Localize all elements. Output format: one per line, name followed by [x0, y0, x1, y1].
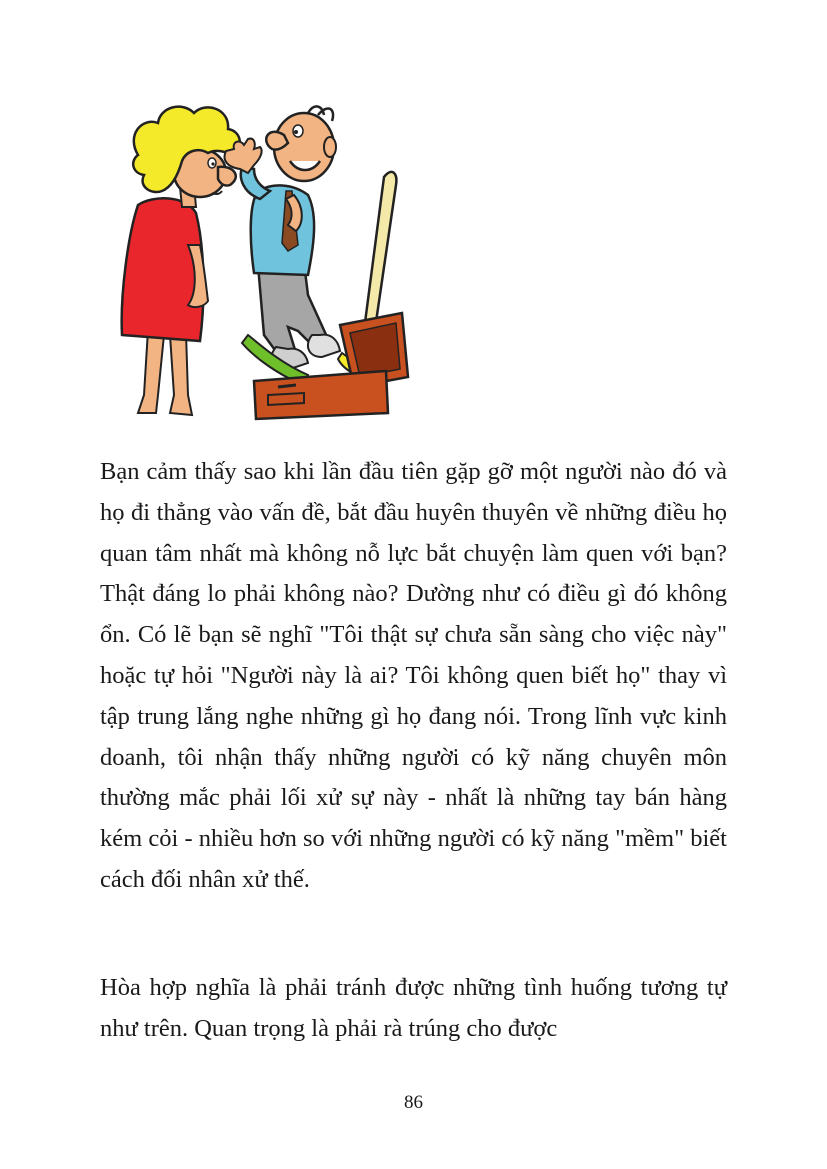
body-paragraph-2 — [100, 968, 727, 1050]
cartoon-illustration — [108, 95, 428, 425]
paragraph-text: Bạn cảm thấy sao khi lần đầu tiên gặp gỡ một người nào đó và họ đi thẳng vào vấn đề, bắt đầu huyên thuyên về những điều họ quan tâm nhất mà không nỗ lực bắt chuyện làm quen với bạn? Thật đáng lo phải không nào? Dường như có điều gì đó không ổn. Có lẽ bạn sẽ nghĩ "Tôi thật sự chưa sẵn sàng cho việc này" hoặc tự hỏi "Người này là ai? Tôi không quen biết họ" thay vì tập trung lắng nghe những gì họ đang nói. Trong lĩnh vực kinh doanh, tôi nhận thấy những người có kỹ năng chuyên môn thường mắc phải lối xử sự này - nhất là những tay bán hàng kém cỏi - nhiều hơn so với những người có kỹ năng "mềm" biết cách đối nhân xử thế. — [100, 458, 727, 893]
body-paragraph-1 — [100, 452, 727, 901]
paragraph-text: Hòa hợp nghĩa là phải tránh được những tình huống tương tự như trên. Quan trọng là phải rà trúng cho được — [100, 974, 727, 1042]
page-number: 86 — [404, 1092, 423, 1113]
cartoon-woman-and-man-with-suitcase-icon — [108, 95, 428, 425]
